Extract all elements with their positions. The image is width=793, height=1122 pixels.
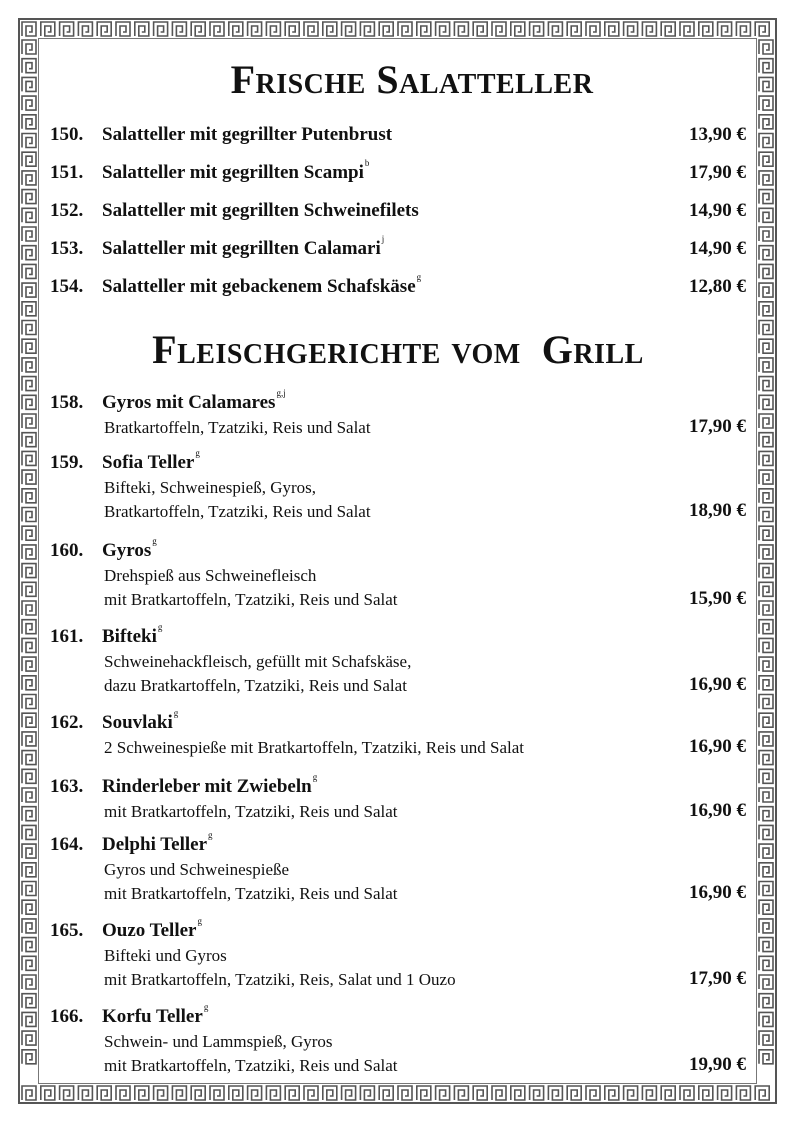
greek-key-tile xyxy=(417,22,431,36)
greek-key-tile xyxy=(41,1086,55,1100)
greek-key-tile xyxy=(759,807,773,821)
item-name: Gyros mit Calamares$^{g,j}$ xyxy=(102,388,286,413)
item-price: 18,90 € xyxy=(689,500,746,521)
greek-key-tile xyxy=(624,22,638,36)
menu-page xyxy=(48,52,748,1086)
greek-key-tile xyxy=(22,208,36,222)
greek-key-tile xyxy=(22,657,36,671)
item-number: 150. xyxy=(50,124,84,145)
greek-key-border-bottom xyxy=(20,1084,775,1102)
item-description: Drehspieß aus Schweinefleisch xyxy=(104,566,317,585)
greek-key-tile xyxy=(22,283,36,297)
greek-key-tile xyxy=(511,22,525,36)
item-number: 151. xyxy=(50,162,84,183)
greek-key-tile xyxy=(718,22,732,36)
greek-key-tile xyxy=(266,22,280,36)
greek-key-tile xyxy=(22,451,36,465)
greek-key-tile xyxy=(360,1086,374,1100)
item-name: Salatteller mit gebackenem Schafskäse$^g$ xyxy=(102,272,422,297)
greek-key-tile xyxy=(248,1086,262,1100)
greek-key-tile xyxy=(154,1086,168,1100)
greek-key-tile xyxy=(285,22,299,36)
greek-key-tile xyxy=(22,190,36,204)
salad-list xyxy=(48,124,748,314)
greek-key-tile xyxy=(759,264,773,278)
item-name: Gyros$^g$ xyxy=(102,536,157,561)
greek-key-tile xyxy=(759,994,773,1008)
greek-key-tile xyxy=(759,1031,773,1045)
item-description: Bifteki und Gyros xyxy=(104,946,227,965)
greek-key-tile xyxy=(736,1086,750,1100)
greek-key-tile xyxy=(304,22,318,36)
greek-key-tile xyxy=(154,22,168,36)
greek-key-tile xyxy=(210,1086,224,1100)
item-name: Delphi Teller$^g$ xyxy=(102,830,213,855)
item-name: Souvlaki$^g$ xyxy=(102,708,179,733)
greek-key-tile xyxy=(642,1086,656,1100)
greek-key-tile xyxy=(567,22,581,36)
greek-key-tile xyxy=(759,863,773,877)
item-number: 160. xyxy=(50,540,84,561)
item-name: Salatteller mit gegrillten Schweinefilets xyxy=(102,200,419,221)
greek-key-tile xyxy=(22,171,36,185)
greek-key-tile xyxy=(304,1086,318,1100)
greek-key-tile xyxy=(22,22,36,36)
greek-key-tile xyxy=(680,1086,694,1100)
menu-item xyxy=(48,1002,748,1086)
greek-key-tile xyxy=(22,96,36,110)
greek-key-tile xyxy=(116,22,130,36)
greek-key-tile xyxy=(22,919,36,933)
greek-key-tile xyxy=(530,1086,544,1100)
item-name: Ouzo Teller$^g$ xyxy=(102,916,202,941)
item-number: 153. xyxy=(50,238,84,259)
greek-key-tile xyxy=(22,470,36,484)
greek-key-tile xyxy=(759,59,773,73)
item-number: 152. xyxy=(50,200,84,221)
greek-key-tile xyxy=(360,22,374,36)
greek-key-tile xyxy=(759,526,773,540)
greek-key-tile xyxy=(22,321,36,335)
greek-key-tile xyxy=(759,339,773,353)
greek-key-tile xyxy=(759,769,773,783)
greek-key-tile xyxy=(680,22,694,36)
greek-key-tile xyxy=(22,302,36,316)
item-number: 163. xyxy=(50,776,84,797)
greek-key-tile xyxy=(759,377,773,391)
item-price: 14,90 € xyxy=(689,238,746,259)
greek-key-tile xyxy=(759,227,773,241)
greek-key-tile xyxy=(22,844,36,858)
greek-key-tile xyxy=(492,1086,506,1100)
greek-key-tile xyxy=(759,695,773,709)
item-number: 161. xyxy=(50,626,84,647)
greek-key-tile xyxy=(22,152,36,166)
item-description: mit Bratkartoffeln, Tzatziki, Reis und Salat xyxy=(104,884,398,903)
greek-key-tile xyxy=(417,1086,431,1100)
greek-key-tile xyxy=(759,732,773,746)
greek-key-tile xyxy=(22,769,36,783)
greek-key-tile xyxy=(22,1012,36,1026)
greek-key-tile xyxy=(605,22,619,36)
greek-key-tile xyxy=(379,22,393,36)
greek-key-tile xyxy=(22,620,36,634)
greek-key-tile xyxy=(398,1086,412,1100)
greek-key-tile xyxy=(759,302,773,316)
greek-key-tile xyxy=(759,825,773,839)
greek-key-tile xyxy=(22,264,36,278)
greek-key-tile xyxy=(78,1086,92,1100)
item-price: 14,90 € xyxy=(689,200,746,221)
item-price: 16,90 € xyxy=(689,674,746,695)
greek-key-tile xyxy=(22,788,36,802)
greek-key-tile xyxy=(759,190,773,204)
greek-key-tile xyxy=(661,1086,675,1100)
greek-key-tile xyxy=(22,339,36,353)
greek-key-tile xyxy=(22,414,36,428)
item-description: 2 Schweinespieße mit Bratkartoffeln, Tzatziki, Reis und Salat xyxy=(104,738,525,757)
greek-key-tile xyxy=(567,1086,581,1100)
item-price: 17,90 € xyxy=(689,416,746,437)
item-description: mit Bratkartoffeln, Tzatziki, Reis, Salat und 1 Ouzo xyxy=(104,970,456,989)
item-description: Schwein- und Lammspieß, Gyros xyxy=(104,1032,333,1051)
greek-key-tile xyxy=(379,1086,393,1100)
greek-key-tile xyxy=(22,975,36,989)
greek-key-tile xyxy=(172,1086,186,1100)
greek-key-tile xyxy=(759,713,773,727)
greek-key-tile xyxy=(473,22,487,36)
item-name: Sofia Teller$^g$ xyxy=(102,448,200,473)
greek-key-tile xyxy=(116,1086,130,1100)
greek-key-tile xyxy=(22,508,36,522)
item-number: 166. xyxy=(50,1006,84,1027)
greek-key-tile xyxy=(759,508,773,522)
greek-key-tile xyxy=(41,22,55,36)
greek-key-tile xyxy=(22,1086,36,1100)
item-description: Schweinehackfleisch, gefüllt mit Schafskäse, xyxy=(104,652,412,671)
menu-item xyxy=(48,234,748,276)
greek-key-tile xyxy=(699,22,713,36)
greek-key-tile xyxy=(22,246,36,260)
greek-key-tile xyxy=(759,1012,773,1026)
greek-key-tile xyxy=(78,22,92,36)
menu-item xyxy=(48,158,748,200)
greek-key-tile xyxy=(285,1086,299,1100)
greek-key-tile xyxy=(624,1086,638,1100)
greek-key-tile xyxy=(759,208,773,222)
menu-item xyxy=(48,622,748,712)
menu-item xyxy=(48,708,748,776)
greek-key-tile xyxy=(661,22,675,36)
greek-key-tile xyxy=(22,115,36,129)
greek-key-tile xyxy=(759,956,773,970)
item-number: 165. xyxy=(50,920,84,941)
greek-key-tile xyxy=(22,227,36,241)
greek-key-tile xyxy=(22,545,36,559)
greek-key-tile xyxy=(22,900,36,914)
greek-key-tile xyxy=(759,358,773,372)
menu-item xyxy=(48,200,748,238)
greek-key-tile xyxy=(191,22,205,36)
greek-key-tile xyxy=(473,1086,487,1100)
greek-key-tile xyxy=(342,22,356,36)
item-description: Bratkartoffeln, Tzatziki, Reis und Salat xyxy=(104,502,371,521)
greek-key-tile xyxy=(759,40,773,54)
item-description: mit Bratkartoffeln, Tzatziki, Reis und Salat xyxy=(104,802,398,821)
greek-key-tile xyxy=(759,489,773,503)
item-price: 16,90 € xyxy=(689,800,746,821)
item-description: mit Bratkartoffeln, Tzatziki, Reis und Salat xyxy=(104,590,398,609)
greek-key-tile xyxy=(759,451,773,465)
greek-key-tile xyxy=(755,1086,769,1100)
greek-key-tile xyxy=(759,882,773,896)
greek-key-tile xyxy=(22,938,36,952)
greek-key-tile xyxy=(454,22,468,36)
greek-key-tile xyxy=(22,1050,36,1064)
greek-key-tile xyxy=(759,246,773,260)
item-description: Gyros und Schweinespieße xyxy=(104,860,290,879)
greek-key-tile xyxy=(530,22,544,36)
greek-key-tile xyxy=(229,22,243,36)
greek-key-tile xyxy=(22,676,36,690)
grill-list xyxy=(48,388,748,1086)
greek-key-tile xyxy=(759,283,773,297)
item-price: 19,90 € xyxy=(689,1054,746,1075)
greek-key-tile xyxy=(323,1086,337,1100)
greek-key-tile xyxy=(492,22,506,36)
menu-item xyxy=(48,916,748,1006)
greek-key-tile xyxy=(759,470,773,484)
greek-key-border-top xyxy=(20,20,775,38)
item-price: 13,90 € xyxy=(689,124,746,145)
greek-key-tile xyxy=(454,1086,468,1100)
greek-key-tile xyxy=(323,22,337,36)
greek-key-tile xyxy=(22,489,36,503)
greek-key-tile xyxy=(97,22,111,36)
greek-key-tile xyxy=(759,657,773,671)
greek-key-tile xyxy=(22,395,36,409)
item-number: 162. xyxy=(50,712,84,733)
greek-key-tile xyxy=(210,22,224,36)
greek-key-tile xyxy=(759,321,773,335)
greek-key-tile xyxy=(191,1086,205,1100)
item-name: Rinderleber mit Zwiebeln$^g$ xyxy=(102,772,318,797)
item-price: 12,80 € xyxy=(689,276,746,297)
greek-key-tile xyxy=(22,732,36,746)
menu-item xyxy=(48,448,748,540)
greek-key-tile xyxy=(759,975,773,989)
greek-key-tile xyxy=(642,22,656,36)
greek-key-tile xyxy=(759,77,773,91)
greek-key-tile xyxy=(22,377,36,391)
section-title-salads: Frische Salatteller xyxy=(230,57,594,102)
greek-key-tile xyxy=(22,40,36,54)
greek-key-tile xyxy=(97,1086,111,1100)
greek-key-tile xyxy=(718,1086,732,1100)
greek-key-border-right xyxy=(757,38,775,1084)
menu-item xyxy=(48,124,748,162)
greek-key-tile xyxy=(22,564,36,578)
item-description: Bifteki, Schweinespieß, Gyros, xyxy=(104,478,316,497)
item-price: 16,90 € xyxy=(689,882,746,903)
item-description: Bratkartoffeln, Tzatziki, Reis und Salat xyxy=(104,418,371,437)
greek-key-tile xyxy=(548,1086,562,1100)
greek-key-tile xyxy=(22,77,36,91)
item-price: 17,90 € xyxy=(689,968,746,989)
greek-key-tile xyxy=(22,956,36,970)
greek-key-tile xyxy=(22,713,36,727)
greek-key-tile xyxy=(436,22,450,36)
greek-key-tile xyxy=(135,1086,149,1100)
item-number: 159. xyxy=(50,452,84,473)
greek-key-tile xyxy=(22,695,36,709)
item-name: Salatteller mit gegrillten Calamari$^j$ xyxy=(102,234,385,259)
greek-key-tile xyxy=(22,59,36,73)
greek-key-tile xyxy=(22,526,36,540)
greek-key-tile xyxy=(759,788,773,802)
section-title-grill: Fleischgerichte vom Grill xyxy=(152,327,644,372)
greek-key-tile xyxy=(759,414,773,428)
greek-key-tile xyxy=(759,638,773,652)
greek-key-tile xyxy=(759,620,773,634)
greek-key-tile xyxy=(759,171,773,185)
greek-key-tile xyxy=(22,751,36,765)
greek-key-tile xyxy=(22,825,36,839)
greek-key-tile xyxy=(22,882,36,896)
greek-key-tile xyxy=(759,96,773,110)
greek-key-tile xyxy=(22,582,36,596)
menu-item xyxy=(48,272,748,314)
greek-key-tile xyxy=(22,433,36,447)
greek-key-border-left xyxy=(20,38,38,1084)
greek-key-tile xyxy=(60,1086,74,1100)
item-number: 154. xyxy=(50,276,84,297)
greek-key-tile xyxy=(759,152,773,166)
greek-key-tile xyxy=(759,676,773,690)
item-price: 17,90 € xyxy=(689,162,746,183)
greek-key-tile xyxy=(60,22,74,36)
greek-key-tile xyxy=(759,844,773,858)
greek-key-tile xyxy=(22,638,36,652)
greek-key-tile xyxy=(586,22,600,36)
greek-key-tile xyxy=(586,1086,600,1100)
menu-item xyxy=(48,388,748,452)
greek-key-tile xyxy=(172,22,186,36)
greek-key-tile xyxy=(759,433,773,447)
greek-key-tile xyxy=(22,994,36,1008)
item-description: dazu Bratkartoffeln, Tzatziki, Reis und Salat xyxy=(104,676,407,695)
greek-key-tile xyxy=(759,1050,773,1064)
menu-item xyxy=(48,772,748,834)
greek-key-tile xyxy=(759,115,773,129)
greek-key-tile xyxy=(755,22,769,36)
greek-key-tile xyxy=(229,1086,243,1100)
item-name: Salatteller mit gegrillter Putenbrust xyxy=(102,124,393,145)
greek-key-tile xyxy=(548,22,562,36)
greek-key-tile xyxy=(759,134,773,148)
greek-key-tile xyxy=(22,134,36,148)
item-number: 158. xyxy=(50,392,84,413)
greek-key-tile xyxy=(759,919,773,933)
greek-key-tile xyxy=(759,545,773,559)
greek-key-tile xyxy=(248,22,262,36)
greek-key-tile xyxy=(699,1086,713,1100)
greek-key-tile xyxy=(736,22,750,36)
menu-item xyxy=(48,536,748,626)
greek-key-tile xyxy=(759,582,773,596)
greek-key-tile xyxy=(22,807,36,821)
item-price: 15,90 € xyxy=(689,588,746,609)
menu-item xyxy=(48,830,748,920)
greek-key-tile xyxy=(759,751,773,765)
greek-key-tile xyxy=(135,22,149,36)
greek-key-tile xyxy=(436,1086,450,1100)
greek-key-tile xyxy=(22,863,36,877)
greek-key-tile xyxy=(759,938,773,952)
greek-key-tile xyxy=(759,601,773,615)
greek-key-tile xyxy=(511,1086,525,1100)
greek-key-tile xyxy=(605,1086,619,1100)
greek-key-tile xyxy=(342,1086,356,1100)
greek-key-tile xyxy=(759,900,773,914)
item-price: 16,90 € xyxy=(689,736,746,757)
greek-key-tile xyxy=(759,395,773,409)
greek-key-tile xyxy=(22,1031,36,1045)
greek-key-tile xyxy=(22,601,36,615)
greek-key-tile xyxy=(266,1086,280,1100)
item-name: Bifteki$^g$ xyxy=(102,622,163,647)
item-name: Korfu Teller$^g$ xyxy=(102,1002,209,1027)
item-description: mit Bratkartoffeln, Tzatziki, Reis und Salat xyxy=(104,1056,398,1075)
greek-key-tile xyxy=(398,22,412,36)
item-name: Salatteller mit gegrillten Scampi$^b$ xyxy=(102,158,370,183)
item-number: 164. xyxy=(50,834,84,855)
greek-key-tile xyxy=(759,564,773,578)
greek-key-tile xyxy=(22,358,36,372)
